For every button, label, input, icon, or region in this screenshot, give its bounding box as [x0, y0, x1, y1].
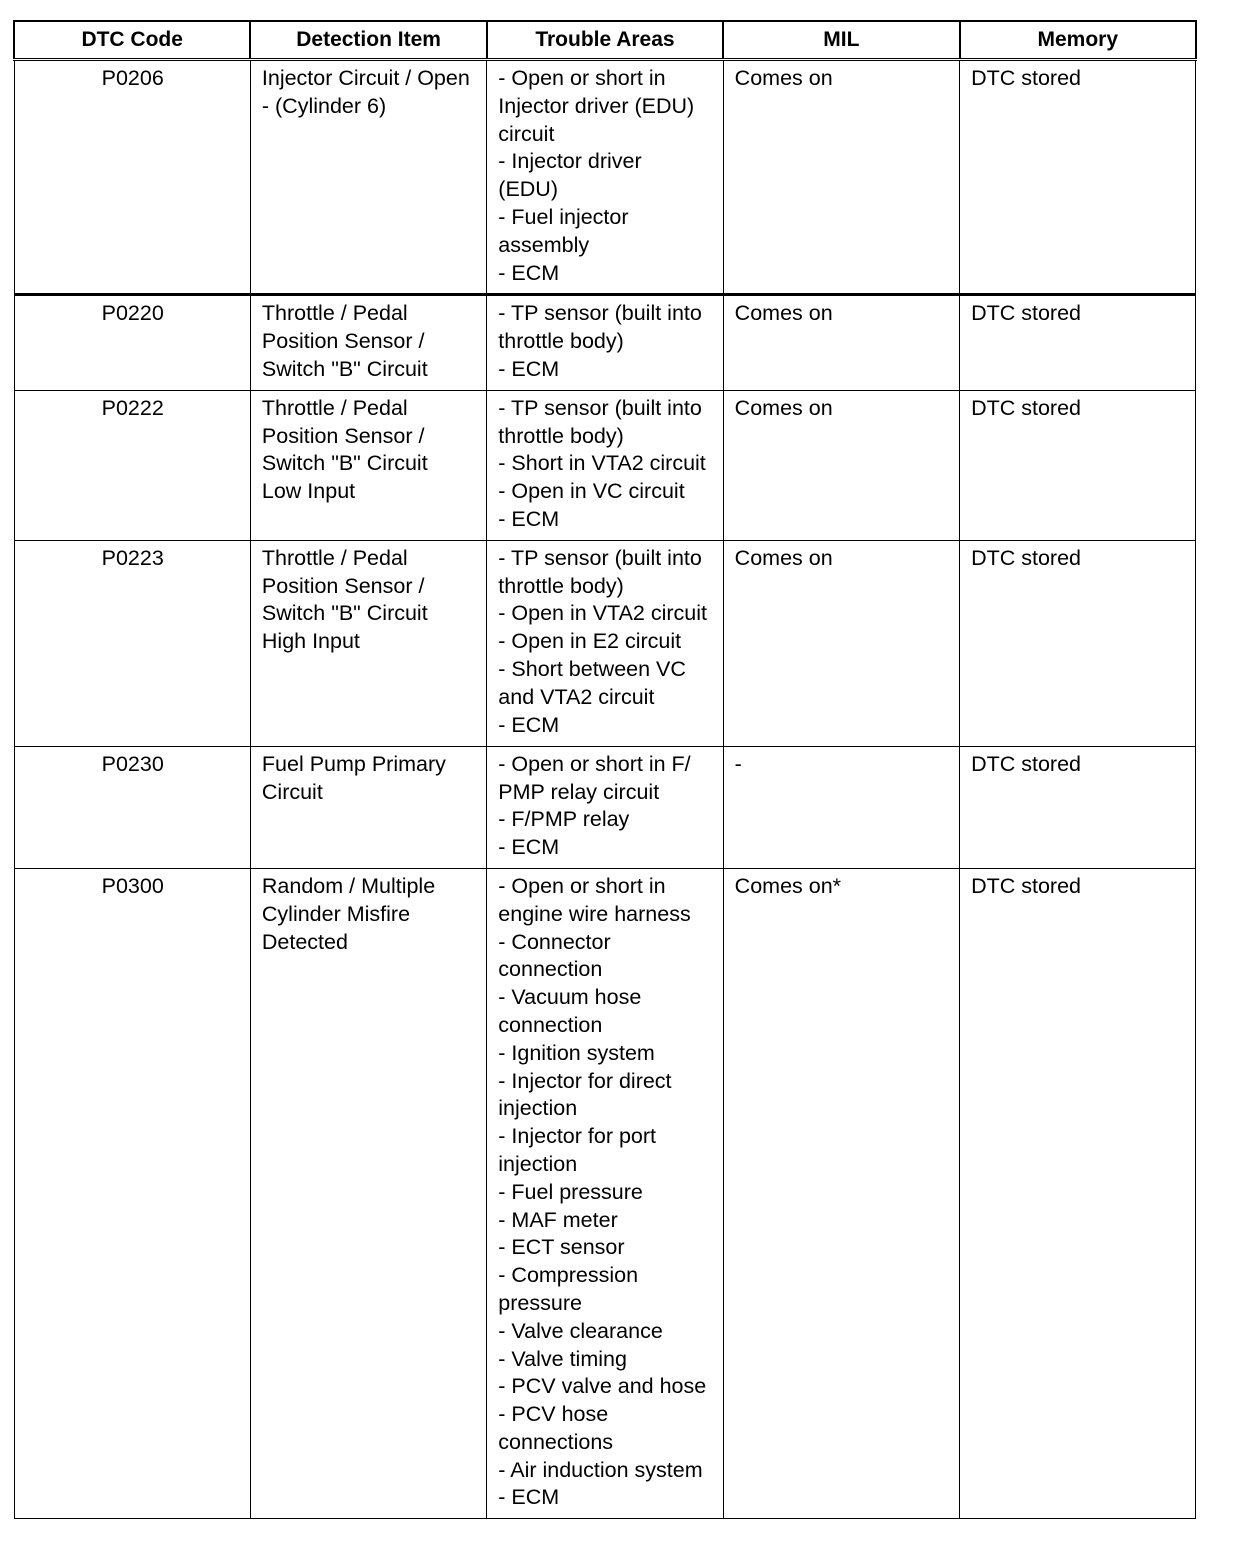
dtc-code: P0220 — [101, 301, 164, 326]
trouble-area-line: - TP sensor (built into — [498, 301, 702, 326]
detection-item-line: Throttle / Pedal — [261, 395, 408, 420]
trouble-areas-cell — [487, 390, 723, 540]
detection-item-line: Switch "B" Circuit — [261, 601, 428, 626]
trouble-areas-cell — [487, 540, 723, 746]
trouble-area-line: - ECM — [498, 835, 560, 860]
dtc-code: P0230 — [101, 751, 164, 776]
mil-cell — [723, 390, 959, 540]
memory-cell — [960, 60, 1196, 295]
memory-cell — [960, 540, 1196, 746]
detection-item-line: Random / Multiple — [261, 873, 436, 898]
trouble-area-line: - TP sensor (built into — [498, 395, 702, 420]
header-memory: Memory — [960, 21, 1196, 60]
trouble-area-line: Injector driver (EDU) — [498, 93, 695, 118]
detection-item-cell — [250, 390, 486, 540]
header-detection-item: Detection Item — [250, 21, 486, 60]
memory-cell — [960, 746, 1196, 868]
detection-item-line: Circuit — [261, 779, 323, 804]
dtc-code: P0222 — [101, 395, 164, 420]
memory-cell — [960, 390, 1196, 540]
trouble-area-line: connection — [498, 957, 603, 982]
mil-cell — [723, 540, 959, 746]
trouble-area-line: - PCV valve and hose — [498, 1374, 707, 1399]
dtc-code-cell — [14, 60, 250, 295]
trouble-area-line: - Short in VTA2 circuit — [498, 451, 706, 476]
memory-status: DTC stored — [971, 395, 1081, 420]
detection-item-cell — [250, 746, 486, 868]
trouble-area-line: - TP sensor (built into — [498, 545, 702, 570]
trouble-area-line: - ECM — [498, 356, 560, 381]
trouble-area-line: - Short between VC — [498, 656, 686, 681]
trouble-area-line: - Open or short in — [498, 873, 666, 898]
table-row — [14, 746, 1196, 868]
memory-status: DTC stored — [971, 301, 1081, 326]
detection-item-line: - (Cylinder 6) — [261, 93, 387, 118]
dtc-table — [13, 20, 1197, 1519]
trouble-area-line: - Valve clearance — [498, 1318, 663, 1343]
detection-item-cell — [250, 540, 486, 746]
detection-item-line: Fuel Pump Primary — [261, 751, 446, 776]
trouble-areas-cell — [487, 60, 723, 295]
memory-status: DTC stored — [971, 751, 1081, 776]
table-row — [14, 540, 1196, 746]
trouble-areas-cell — [487, 295, 723, 390]
trouble-area-line: injection — [498, 1096, 578, 1121]
trouble-area-line: - Open in VTA2 circuit — [498, 601, 707, 626]
mil-status: Comes on* — [734, 873, 842, 898]
trouble-area-line: circuit — [498, 121, 555, 146]
detection-item-line: Position Sensor / — [261, 573, 425, 598]
detection-item-cell — [250, 60, 486, 295]
trouble-area-line: - Open or short in F/ — [498, 751, 691, 776]
memory-status: DTC stored — [971, 545, 1081, 570]
trouble-area-line: - Injector for direct — [498, 1068, 672, 1093]
trouble-area-line: - Vacuum hose — [498, 985, 642, 1010]
trouble-area-line: - Open in VC circuit — [498, 479, 685, 504]
trouble-area-line: - Air induction system — [498, 1457, 703, 1482]
detection-item-line: Low Input — [261, 479, 356, 504]
trouble-area-line: injection — [498, 1151, 578, 1176]
trouble-area-line: - Fuel injector — [498, 204, 629, 229]
header-trouble-areas: Trouble Areas — [487, 21, 723, 60]
detection-item-line: Detected — [261, 929, 348, 954]
trouble-areas-cell — [487, 868, 723, 1518]
trouble-area-line: - ECT sensor — [498, 1235, 625, 1260]
trouble-area-line: assembly — [498, 232, 590, 257]
trouble-areas-cell — [487, 746, 723, 868]
trouble-area-line: - Ignition system — [498, 1040, 655, 1065]
dtc-code: P0223 — [101, 545, 164, 570]
trouble-area-line: - Connector — [498, 929, 611, 954]
trouble-area-line: - Open or short in — [498, 66, 666, 90]
dtc-code-cell — [14, 390, 250, 540]
header-mil: MIL — [723, 21, 959, 60]
dtc-code: P0206 — [101, 66, 164, 90]
dtc-code-cell — [14, 540, 250, 746]
mil-cell — [723, 868, 959, 1518]
trouble-area-line: - MAF meter — [498, 1207, 618, 1232]
trouble-area-line: - F/PMP relay — [498, 807, 630, 832]
trouble-area-line: pressure — [498, 1290, 582, 1315]
detection-item-cell — [250, 295, 486, 390]
table-row — [14, 390, 1196, 540]
trouble-area-line: - Open in E2 circuit — [498, 629, 682, 654]
mil-status: - — [734, 751, 742, 776]
table-row — [14, 295, 1196, 390]
detection-item-line: Switch "B" Circuit — [261, 451, 428, 476]
header-row — [14, 21, 1196, 60]
trouble-area-line: - Valve timing — [498, 1346, 627, 1371]
memory-cell — [960, 295, 1196, 390]
detection-item-line: Switch "B" Circuit — [261, 356, 428, 381]
dtc-code-cell — [14, 746, 250, 868]
table-body — [14, 60, 1196, 1519]
detection-item-cell — [250, 868, 486, 1518]
trouble-area-line: - PCV hose — [498, 1402, 609, 1427]
detection-item-line: Throttle / Pedal — [261, 301, 408, 326]
table-row — [14, 868, 1196, 1518]
trouble-area-line: - ECM — [498, 506, 560, 531]
header-dtc-code: DTC Code — [14, 21, 250, 60]
trouble-area-line: - Fuel pressure — [498, 1179, 643, 1204]
trouble-area-line: - Injector driver — [498, 149, 642, 174]
dtc-code-cell — [14, 295, 250, 390]
mil-status: Comes on — [734, 66, 833, 90]
mil-status: Comes on — [734, 395, 833, 420]
memory-status: DTC stored — [971, 66, 1081, 90]
trouble-area-line: - ECM — [498, 1485, 560, 1510]
detection-item-line: Position Sensor / — [261, 423, 425, 448]
trouble-area-line: engine wire harness — [498, 901, 691, 926]
trouble-area-line: and VTA2 circuit — [498, 684, 655, 709]
dtc-code: P0300 — [101, 873, 164, 898]
trouble-area-line: connection — [498, 1012, 603, 1037]
detection-item-line: Cylinder Misfire — [261, 901, 411, 926]
dtc-code-cell — [14, 868, 250, 1518]
trouble-area-line: (EDU) — [498, 177, 558, 202]
detection-item-line: Injector Circuit / Open — [261, 66, 470, 90]
trouble-area-line: connections — [498, 1429, 614, 1454]
trouble-area-line: throttle body) — [498, 423, 624, 448]
memory-cell — [960, 868, 1196, 1518]
mil-cell — [723, 60, 959, 295]
mil-cell — [723, 295, 959, 390]
trouble-area-line: throttle body) — [498, 329, 624, 354]
mil-status: Comes on — [734, 301, 833, 326]
detection-item-line: Position Sensor / — [261, 329, 425, 354]
detection-item-line: Throttle / Pedal — [261, 545, 408, 570]
trouble-area-line: throttle body) — [498, 573, 624, 598]
detection-item-line: High Input — [261, 629, 360, 654]
trouble-area-line: - ECM — [498, 260, 560, 285]
trouble-area-line: PMP relay circuit — [498, 779, 660, 804]
mil-cell — [723, 746, 959, 868]
trouble-area-line: - Compression — [498, 1263, 639, 1288]
trouble-area-line: - Injector for port — [498, 1124, 657, 1149]
mil-status: Comes on — [734, 545, 833, 570]
table-row — [14, 60, 1196, 295]
trouble-area-line: - ECM — [498, 712, 560, 737]
memory-status: DTC stored — [971, 873, 1081, 898]
